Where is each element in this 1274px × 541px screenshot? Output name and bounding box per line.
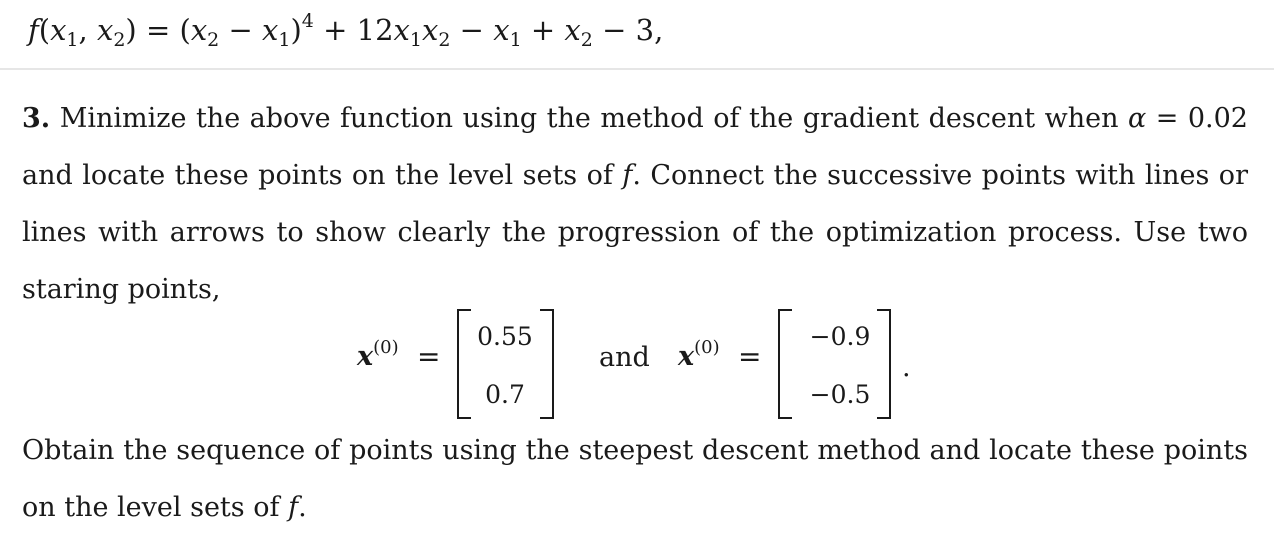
end-punct: .	[902, 352, 911, 383]
separator-rule	[0, 68, 1274, 70]
problem-line2: locate these points on the level sets of	[82, 160, 613, 191]
bracket-left-b	[778, 309, 792, 419]
closing-f-symbol: f	[288, 492, 299, 523]
alpha-symbol: α	[1127, 103, 1147, 134]
start-point-b-label: $x^{(0)}$	[678, 337, 720, 372]
closing-statement: Obtain the sequence of points using the steepest descent method and locate these points on the level sets of f.	[22, 435, 1248, 523]
problem-number: 3.	[22, 103, 51, 134]
start-point-a-label: $x^{(0)}$	[357, 337, 399, 372]
and-word: and	[599, 342, 650, 373]
closing-text: Obtain the sequence of points using the steepest descent method and locate these points on the level sets of	[22, 435, 1248, 523]
point-a-x1: 0.55	[477, 322, 533, 351]
function-equation: $f(x_1$, $x_2) = (x_2 - x_1)^4 + 12x_1x_2 - x_1 + x_2 - 3$,	[28, 10, 664, 51]
bracket-right-a	[540, 309, 554, 419]
problem-statement	[22, 90, 1248, 318]
eq-f: f	[28, 13, 39, 47]
equals-a: =	[417, 340, 441, 373]
equals-b: =	[738, 340, 762, 373]
point-b-x1: −0.9	[809, 322, 871, 351]
point-a-x2: 0.7	[485, 380, 525, 409]
f-symbol: f	[622, 160, 633, 191]
bracket-right-b	[877, 309, 891, 419]
problem-line2-rest: . Connect the successive points with lines or lines with arrows to show clearly the progression of the optimization process. Use two staring points,	[22, 160, 1248, 305]
alpha-value: = 0.02 and	[22, 103, 1248, 191]
problem-line1: Minimize the above function using the method of the gradient descent when	[59, 103, 1119, 134]
point-b-x2: −0.5	[809, 380, 871, 409]
